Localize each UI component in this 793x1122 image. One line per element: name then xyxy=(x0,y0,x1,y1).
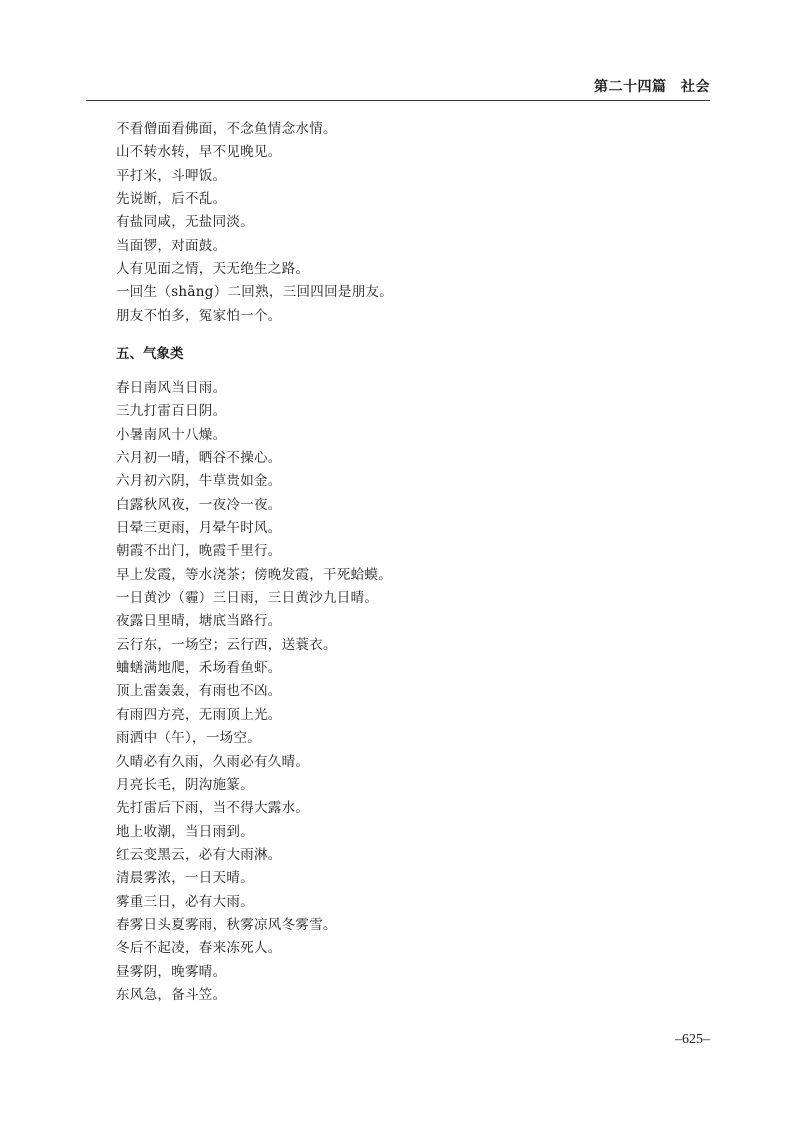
proverb-line: 雾重三日，必有大雨。 xyxy=(116,893,254,910)
proverb-line: 有盐同咸，无盐同淡。 xyxy=(116,214,254,231)
running-header: 第二十四篇 社会 xyxy=(594,79,710,95)
section-heading-weather: 五、气象类 xyxy=(116,346,184,362)
proverb-line: 蛐蟮满地爬，禾场看鱼虾。 xyxy=(116,660,282,677)
header-rule xyxy=(86,100,710,101)
proverb-line: 当面锣，对面鼓。 xyxy=(116,237,227,254)
proverb-line: 小暑南风十八燥。 xyxy=(116,426,227,443)
proverb-list-social xyxy=(116,118,710,328)
proverb-line: 日晕三更雨，月晕午时风。 xyxy=(116,520,282,537)
proverb-line: 顶上雷轰轰，有雨也不凶。 xyxy=(116,683,282,700)
proverb-line: 不看僧面看佛面，不念鱼情念水情。 xyxy=(116,121,337,137)
proverb-line: 雨洒中（午），一场空。 xyxy=(116,730,262,747)
proverb-line: 人有见面之情，天无绝生之路。 xyxy=(116,261,310,278)
page-number: –625– xyxy=(675,1032,710,1047)
proverb-line: 春雾日头夏雾雨，秋雾凉风冬雾雪。 xyxy=(116,916,337,933)
proverb-line: 白露秋风夜，一夜冷一夜。 xyxy=(116,496,282,513)
proverb-line: 有雨四方亮，无雨顶上光。 xyxy=(116,706,282,723)
proverb-line: 清晨雾浓，一日天晴。 xyxy=(116,870,254,887)
proverb-line: 平打米，斗呷饭。 xyxy=(116,167,227,184)
proverb-line: 夜露日里晴，塘底当路行。 xyxy=(116,613,282,630)
proverb-line: 朋友不怕多，冤家怕一个。 xyxy=(116,307,282,324)
proverb-line: 东风急，备斗笠。 xyxy=(116,986,227,1003)
proverb-line: 先打雷后下雨，当不得大露水。 xyxy=(116,800,310,817)
proverb-line: 云行东，一场空；云行西，送蓑衣。 xyxy=(116,636,337,653)
proverb-line: 一日黄沙（霾）三日雨，三日黄沙九日晴。 xyxy=(116,590,379,607)
proverb-line: 朝霞不出门，晚霞千里行。 xyxy=(116,543,282,560)
proverb-line: 地上收潮，当日雨到。 xyxy=(116,823,254,840)
proverb-line: 久晴必有久雨，久雨必有久晴。 xyxy=(116,753,310,770)
proverb-list-weather xyxy=(116,377,710,1007)
proverb-line: 一回生（shāng）二回熟，三回四回是朋友。 xyxy=(116,284,394,301)
proverb-line: 山不转水转，早不见晚见。 xyxy=(116,144,282,161)
proverb-line: 六月初一晴，晒谷不操心。 xyxy=(116,450,282,467)
proverb-line: 昼雾阴，晚雾晴。 xyxy=(116,963,227,980)
proverb-line: 早上发霞，等水浇茶；傍晚发霞，干死蛤蟆。 xyxy=(116,566,392,583)
proverb-line: 三九打雷百日阴。 xyxy=(116,403,227,420)
proverb-line: 六月初六阴，牛草贵如金。 xyxy=(116,473,282,490)
proverb-line: 先说断，后不乱。 xyxy=(116,191,227,208)
proverb-line: 红云变黑云，必有大雨淋。 xyxy=(116,846,282,863)
proverb-line: 春日南风当日雨。 xyxy=(116,380,227,396)
proverb-line: 月亮长毛，阴沟施篆。 xyxy=(116,776,254,793)
proverb-line: 冬后不起凌，春来冻死人。 xyxy=(116,940,282,957)
